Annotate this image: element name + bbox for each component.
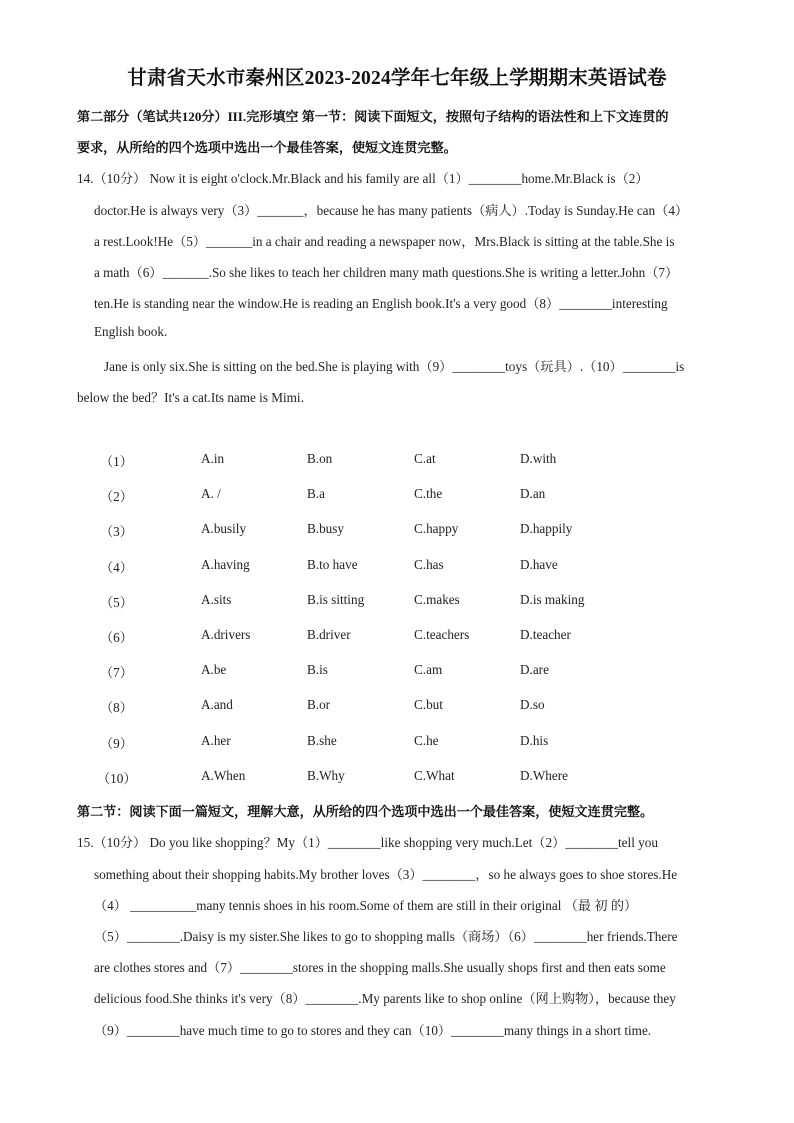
q14-line-8: below the bed？It's a cat.Its name is Mimi. [77, 390, 304, 405]
option-a: A.sits [201, 592, 232, 607]
q15-line-6: delicious food.She thinks it's very（8）________.My parents like to shop online（网上购物），because they [94, 991, 676, 1006]
option-row-3 [0, 521, 794, 539]
option-c: C.but [414, 697, 443, 712]
option-b: B.to have [307, 557, 358, 572]
q14-line-6: English book. [94, 324, 168, 339]
option-a: A.and [201, 697, 233, 712]
option-row-5 [0, 592, 794, 610]
option-number: （5） [100, 595, 133, 610]
option-number: （8） [100, 700, 133, 715]
option-b: B.she [307, 733, 337, 748]
q14-line-4: a math（6）_______.So she likes to teach her children many math questions.She is writing a letter.John（7） [94, 265, 679, 280]
option-a: A.drivers [201, 627, 251, 642]
option-a: A.When [201, 768, 246, 783]
option-d: D.so [520, 697, 545, 712]
option-b: B.Why [307, 768, 345, 783]
option-c: C.makes [414, 592, 460, 607]
option-a: A.busily [201, 521, 247, 536]
option-number: （1） [100, 454, 133, 469]
option-number: （2） [100, 489, 133, 504]
option-row-6 [0, 627, 794, 645]
q14-line-7: Jane is only six.She is sitting on the bed.She is playing with（9）________toys（玩具）.（10）________is [104, 359, 685, 374]
option-number: （7） [100, 665, 133, 680]
option-d: D.teacher [520, 627, 571, 642]
option-number: （10） [97, 771, 137, 786]
q15-line-7: （9）________have much time to go to stores and they can（10）________many things in a short time. [94, 1023, 652, 1038]
q14-line-1: 14.（10分） Now it is eight o'clock.Mr.Black and his family are all（1）________home.Mr.Black is（2） [77, 171, 649, 186]
option-d: D.is making [520, 592, 585, 607]
option-b: B.or [307, 697, 331, 712]
option-row-2 [0, 486, 794, 504]
option-a: A. / [201, 486, 221, 501]
option-row-10 [0, 768, 794, 786]
q14-line-3: a rest.Look!He（5）_______in a chair and reading a newspaper now，Mrs.Black is sitting at the table.She is [94, 234, 675, 249]
q14-line-5: ten.He is standing near the window.He is reading an English book.It's a very good（8）________interesting [94, 296, 668, 311]
option-b: B.busy [307, 521, 345, 536]
option-c: C.he [414, 733, 439, 748]
q15-line-2: something about their shopping habits.My brother loves（3）________，so he always goes to shoe stores.He [94, 867, 678, 882]
option-c: C.at [414, 451, 436, 466]
option-d: D.an [520, 486, 546, 501]
option-c: C.What [414, 768, 455, 783]
option-b: B.is [307, 662, 328, 677]
option-row-8 [0, 697, 794, 715]
section-1-instruction-line-1: 第二部分（笔试共120分）III.完形填空 第一节：阅读下面短文，按照句子结构的语法性和上下文连贯的 [77, 109, 669, 124]
q15-line-4: （5）________.Daisy is my sister.She likes to go to shopping malls（商场）（6）________her friends.There [94, 929, 678, 944]
option-d: D.happily [520, 521, 573, 536]
option-d: D.Where [520, 768, 568, 783]
option-row-9 [0, 733, 794, 751]
option-row-1 [0, 451, 794, 469]
section-1-instruction-line-2: 要求，从所给的四个选项中选出一个最佳答案，使短文连贯完整。 [77, 140, 457, 155]
q15-line-3: （4） __________many tennis shoes in his room.Some of them are still in their original （最 初 的） [94, 898, 638, 913]
option-a: A.in [201, 451, 225, 466]
option-d: D.have [520, 557, 558, 572]
option-a: A.her [201, 733, 231, 748]
option-c: C.teachers [414, 627, 470, 642]
section-2-instruction: 第二节：阅读下面一篇短文，理解大意，从所给的四个选项中选出一个最佳答案，使短文连贯完整。 [77, 804, 654, 819]
option-b: B.a [307, 486, 325, 501]
q14-line-2: doctor.He is always very（3）_______，because he has many patients（病人）.Today is Sunday.He can（4） [94, 203, 689, 218]
option-number: （6） [100, 630, 133, 645]
option-d: D.are [520, 662, 549, 677]
option-number: （3） [100, 524, 133, 539]
page-title: 甘肃省天水市秦州区2023-2024学年七年级上学期期末英语试卷 [127, 68, 667, 89]
option-c: C.the [414, 486, 443, 501]
option-c: C.has [414, 557, 444, 572]
option-d: D.his [520, 733, 549, 748]
option-number: （9） [100, 736, 133, 751]
option-d: D.with [520, 451, 557, 466]
option-c: C.happy [414, 521, 459, 536]
q15-line-5: are clothes stores and（7）________stores in the shopping malls.She usually shops first and then eats some [94, 960, 666, 975]
option-a: A.be [201, 662, 227, 677]
option-a: A.having [201, 557, 250, 572]
q15-line-1: 15.（10分） Do you like shopping？My（1）________like shopping very much.Let（2）________tell you [77, 835, 658, 850]
option-b: B.driver [307, 627, 351, 642]
option-b: B.is sitting [307, 592, 365, 607]
option-number: （4） [100, 560, 133, 575]
option-b: B.on [307, 451, 333, 466]
option-row-7 [0, 662, 794, 680]
option-c: C.am [414, 662, 443, 677]
option-row-4 [0, 557, 794, 575]
